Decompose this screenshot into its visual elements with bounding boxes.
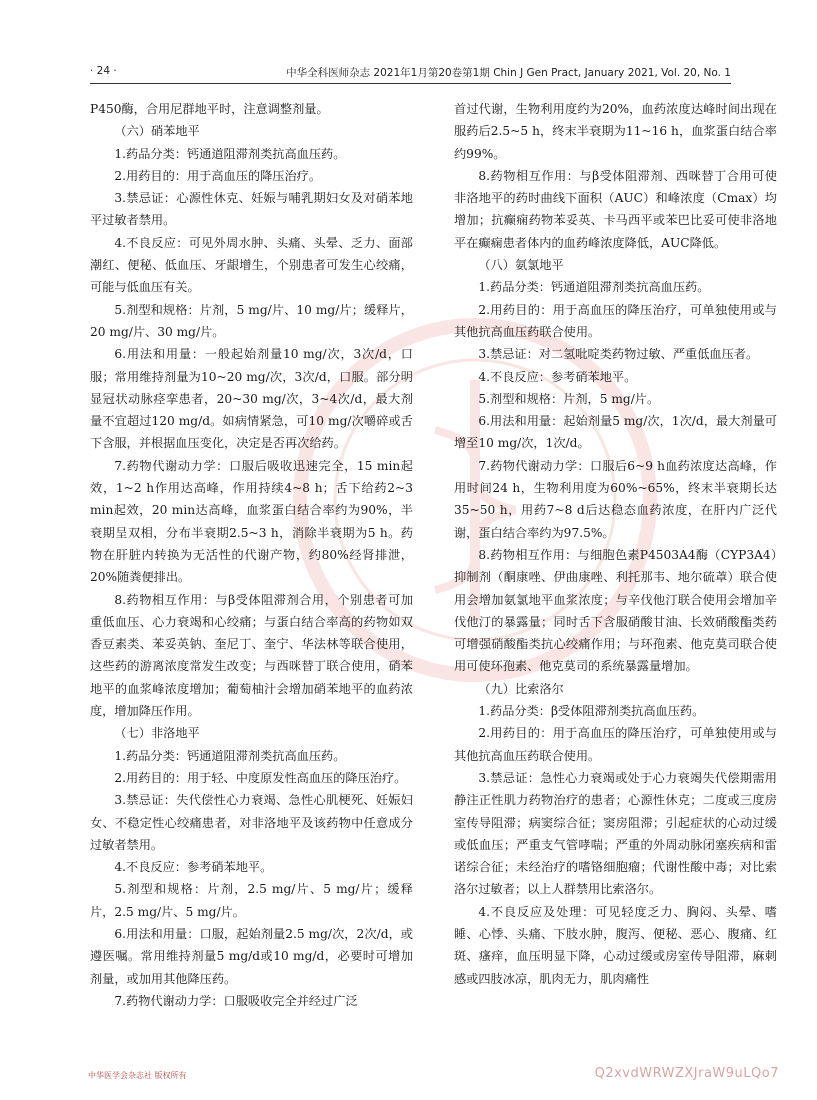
document-code: Q2xvdWRWZXJraW9uLQo7 bbox=[594, 1066, 779, 1081]
body-paragraph: 2.用药目的：用于轻、中度原发性高血压的降压治疗。 bbox=[114, 770, 407, 785]
publisher-logo-text: 中华医学会杂志社 版权所有 bbox=[88, 1071, 187, 1080]
body-paragraph: 4.不良反应：参考硝苯地平。 bbox=[478, 369, 637, 384]
body-paragraph: 6.用法和用量：口服，起始剂量2.5 mg/次，2次/d，或遵医嘱。常用维持剂量5 mg/d或10 mg/d，必要时可增加剂量，或加用其他降压药。 bbox=[90, 926, 413, 986]
body-paragraph: 8.药物相互作用：与细胞色素P4503A4酶（CYP3A4）抑制剂（酮康唑、伊曲康唑、利托那韦、地尔硫䓬）联合使用会增加氨氯地平血浆浓度；与辛伐他汀联合使用会增加辛伐他汀的暴露量；同时舌下含服硝酸甘油、长效硝酸酯类药可增强硝酸酯类抗心绞痛作用；与环孢素、他克莫司联合使用可使环孢素、他克莫司的系统暴露量增加。 bbox=[454, 547, 777, 674]
body-paragraph: 3.禁忌证：急性心力衰竭或处于心力衰竭失代偿期需用静注正性肌力药物治疗的患者；心源性休克；二度或三度房室传导阻滞；病窦综合征；窦房阻滞；引起症状的心动过缓或低血压；严重支气管哮喘；严重的外周动脉闭塞疾病和雷诺综合征；未经治疗的嗜铬细胞瘤；代谢性酸中毒；对比索洛尔过敏者；以上人群禁用比索洛尔。 bbox=[454, 770, 777, 897]
body-paragraph: P450酶，合用尼群地平时，注意调整剂量。 bbox=[90, 102, 329, 116]
body-paragraph: 2.用药目的：用于高血压的降压治疗，可单独使用或与其他抗高血压药联合使用。 bbox=[454, 302, 777, 339]
body-paragraph: 7.药物代谢动力学：口服吸收完全并经过广泛 bbox=[114, 993, 358, 1008]
body-paragraph: 8.药物相互作用：与β受体阻滞剂合用，个别患者可加重低血压、心力衰竭和心绞痛；与蛋白结合率高的药物如双香豆素类、苯妥英钠、奎尼丁、奎宁、华法林等联合使用，这些药的游离浓度常发生改变；与西咪替丁联合使用，硝苯地平的血浆峰浓度增加；葡萄柚汁会增加硝苯地平的血药浓度，增加降压作用。 bbox=[90, 592, 413, 719]
running-header bbox=[90, 63, 731, 84]
body-paragraph: 5.剂型和规格：片剂，2.5 mg/片、5 mg/片；缓释片，2.5 mg/片、5 mg/片。 bbox=[90, 882, 413, 919]
body-paragraph: 5.剂型和规格：片剂，5 mg/片、10 mg/片；缓释片，20 mg/片、30 mg/片。 bbox=[90, 302, 413, 339]
left-column bbox=[90, 98, 413, 1012]
body-paragraph: 6.用法和用量：起始剂量5 mg/次，1次/d，最大剂量可增至10 mg/次，1次/d。 bbox=[454, 414, 777, 451]
body-paragraph: 3.禁忌证：对二氢吡啶类药物过敏、严重低血压者。 bbox=[478, 347, 759, 362]
body-paragraph: 3.禁忌证：心源性休克、妊娠与哺乳期妇女及对硝苯地平过敏者禁用。 bbox=[90, 191, 413, 228]
journal-citation: 中华全科医师杂志 2021年1月第20卷第1期 Chin J Gen Pract, January 2021, Vol. 20, No. 1 bbox=[286, 67, 731, 79]
body-paragraph: 1.药品分类：钙通道阻滞剂类抗高血压药。 bbox=[114, 748, 346, 763]
body-paragraph: 7.药物代谢动力学：口服后6~9 h血药浓度达高峰，作用时间24 h，生物利用度为60%~65%，终末半衰期长达35~50 h，用药7~8 d后达稳态血药浓度，在肝内广泛代谢，蛋白结合率约为97.5%。 bbox=[454, 458, 777, 540]
section-heading: （九）比索洛尔 bbox=[478, 681, 564, 696]
body-paragraph: 3.禁忌证：失代偿性心力衰竭、急性心肌梗死、妊娠妇女、不稳定性心绞痛患者，对非洛地平及该药物中任意成分过敏者禁用。 bbox=[90, 793, 413, 852]
body-paragraph: 4.不良反应：参考硝苯地平。 bbox=[114, 860, 273, 875]
body-paragraph: 1.药品分类：钙通道阻滞剂类抗高血压药。 bbox=[478, 280, 710, 295]
body-paragraph: 5.剂型和规格：片剂，5 mg/片。 bbox=[478, 391, 660, 406]
body-paragraph: 首过代谢，生物利用度约为20%，血药浓度达峰时间出现在服药后2.5~5 h，终末半衰期为11~16 h，血浆蛋白结合率约99%。 bbox=[454, 102, 777, 161]
body-paragraph: 6.用法和用量：一般起始剂量10 mg/次，3次/d，口服；常用维持剂量为10~20 mg/次，3次/d，口服。部分明显冠状动脉痉挛患者，20~30 mg/次，3~4次/d，最大剂量不宜超过120 mg/d。如病情紧急，可10 mg/次嚼碎或舌下含服，并根据血压变化，决定是否再次给药。 bbox=[90, 347, 413, 451]
body-paragraph: 4.不良反应：可见外周水肿、头痛、头晕、乏力、面部潮红、便秘、低血压、牙龈增生，个别患者可发生心绞痛，可能与低血压有关。 bbox=[90, 235, 413, 295]
section-heading: （七）非洛地平 bbox=[114, 726, 200, 741]
publisher-logo bbox=[88, 1070, 187, 1081]
section-heading: （六）硝苯地平 bbox=[114, 124, 200, 139]
body-paragraph: 2.用药目的：用于高血压的降压治疗，可单独使用或与其他抗高血压药联合使用。 bbox=[454, 726, 777, 763]
right-column bbox=[454, 98, 777, 990]
body-paragraph: 4.不良反应及处理：可见轻度乏力、胸闷、头晕、嗜睡、心悸、头痛、下肢水肿，腹泻、便秘、恶心、腹痛、红斑、瘙痒，血压明显下降，心动过缓或房室传导阻滞，麻刺感或四肢冰凉，肌肉无力，肌肉痛性 bbox=[454, 904, 777, 986]
body-paragraph: 7.药物代谢动力学：口服后吸收迅速完全，15 min起效，1~2 h作用达高峰，作用持续4~8 h；舌下给药2~3 min起效，20 min达高峰，血浆蛋白结合率约为90%，半衰期呈双相，分布半衰期2.5~3 h，消除半衰期为5 h。药物在肝脏内转换为无活性的代谢产物，约80%经肾排泄，20%随粪便排出。 bbox=[90, 458, 413, 585]
body-paragraph: 1.药品分类：钙通道阻滞剂类抗高血压药。 bbox=[114, 146, 346, 161]
page-number: · 24 · bbox=[90, 65, 117, 77]
body-paragraph: 1.药品分类：β受体阻滞剂类抗高血压药。 bbox=[478, 704, 705, 719]
body-paragraph: 2.用药目的：用于高血压的降压治疗。 bbox=[114, 168, 322, 183]
section-heading: （八）氨氯地平 bbox=[478, 258, 564, 273]
body-paragraph: 8.药物相互作用：与β受体阻滞剂、西咪替丁合用可使非洛地平的药时曲线下面积（AUC）和峰浓度（Cmax）均增加；抗癫痫药物苯妥英、卡马西平或苯巴比妥可使非洛地平在癫痫患者体内的血药峰浓度降低，AUC降低。 bbox=[454, 168, 777, 250]
